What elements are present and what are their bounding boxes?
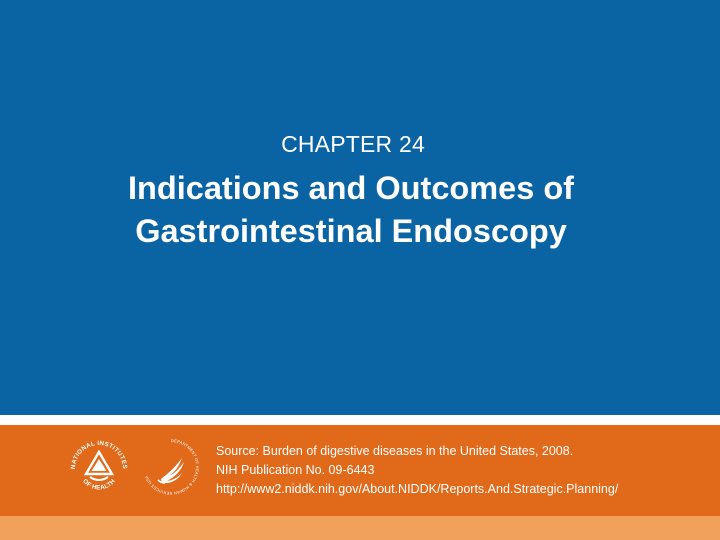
svg-text:DEPARTMENT OF HEALTH & HUMAN S	[144, 438, 200, 496]
hhs-logo	[140, 436, 202, 498]
nih-logo-bottom-text: OF HEALTH	[81, 477, 117, 492]
source-url[interactable]: http://www2.niddk.nih.gov/About.NIDDK/Reports.And.Strategic.Planning/	[216, 482, 619, 496]
source-line-1: Source: Burden of digestive diseases in the United States, 2008.	[216, 444, 574, 458]
title-line-1: Indications and Outcomes of	[127, 170, 575, 206]
source-citation	[216, 442, 716, 499]
chapter-label: CHAPTER 24	[281, 131, 425, 157]
footer-strip	[0, 516, 720, 540]
nih-logo	[68, 436, 130, 498]
slide-title	[20, 167, 682, 253]
nih-logo-icon	[68, 436, 130, 498]
hhs-ring-text: DEPARTMENT OF HEALTH & HUMAN SERVICES USA	[143, 437, 201, 497]
source-line-2: NIH Publication No. 09-6443	[216, 463, 375, 477]
title-line-2: Gastrointestinal Endoscopy	[135, 213, 567, 249]
hhs-eagle-icon	[140, 436, 202, 498]
nih-logo-top-text: NATIONAL INSTITUTES	[69, 439, 129, 470]
panel-divider	[0, 415, 720, 425]
